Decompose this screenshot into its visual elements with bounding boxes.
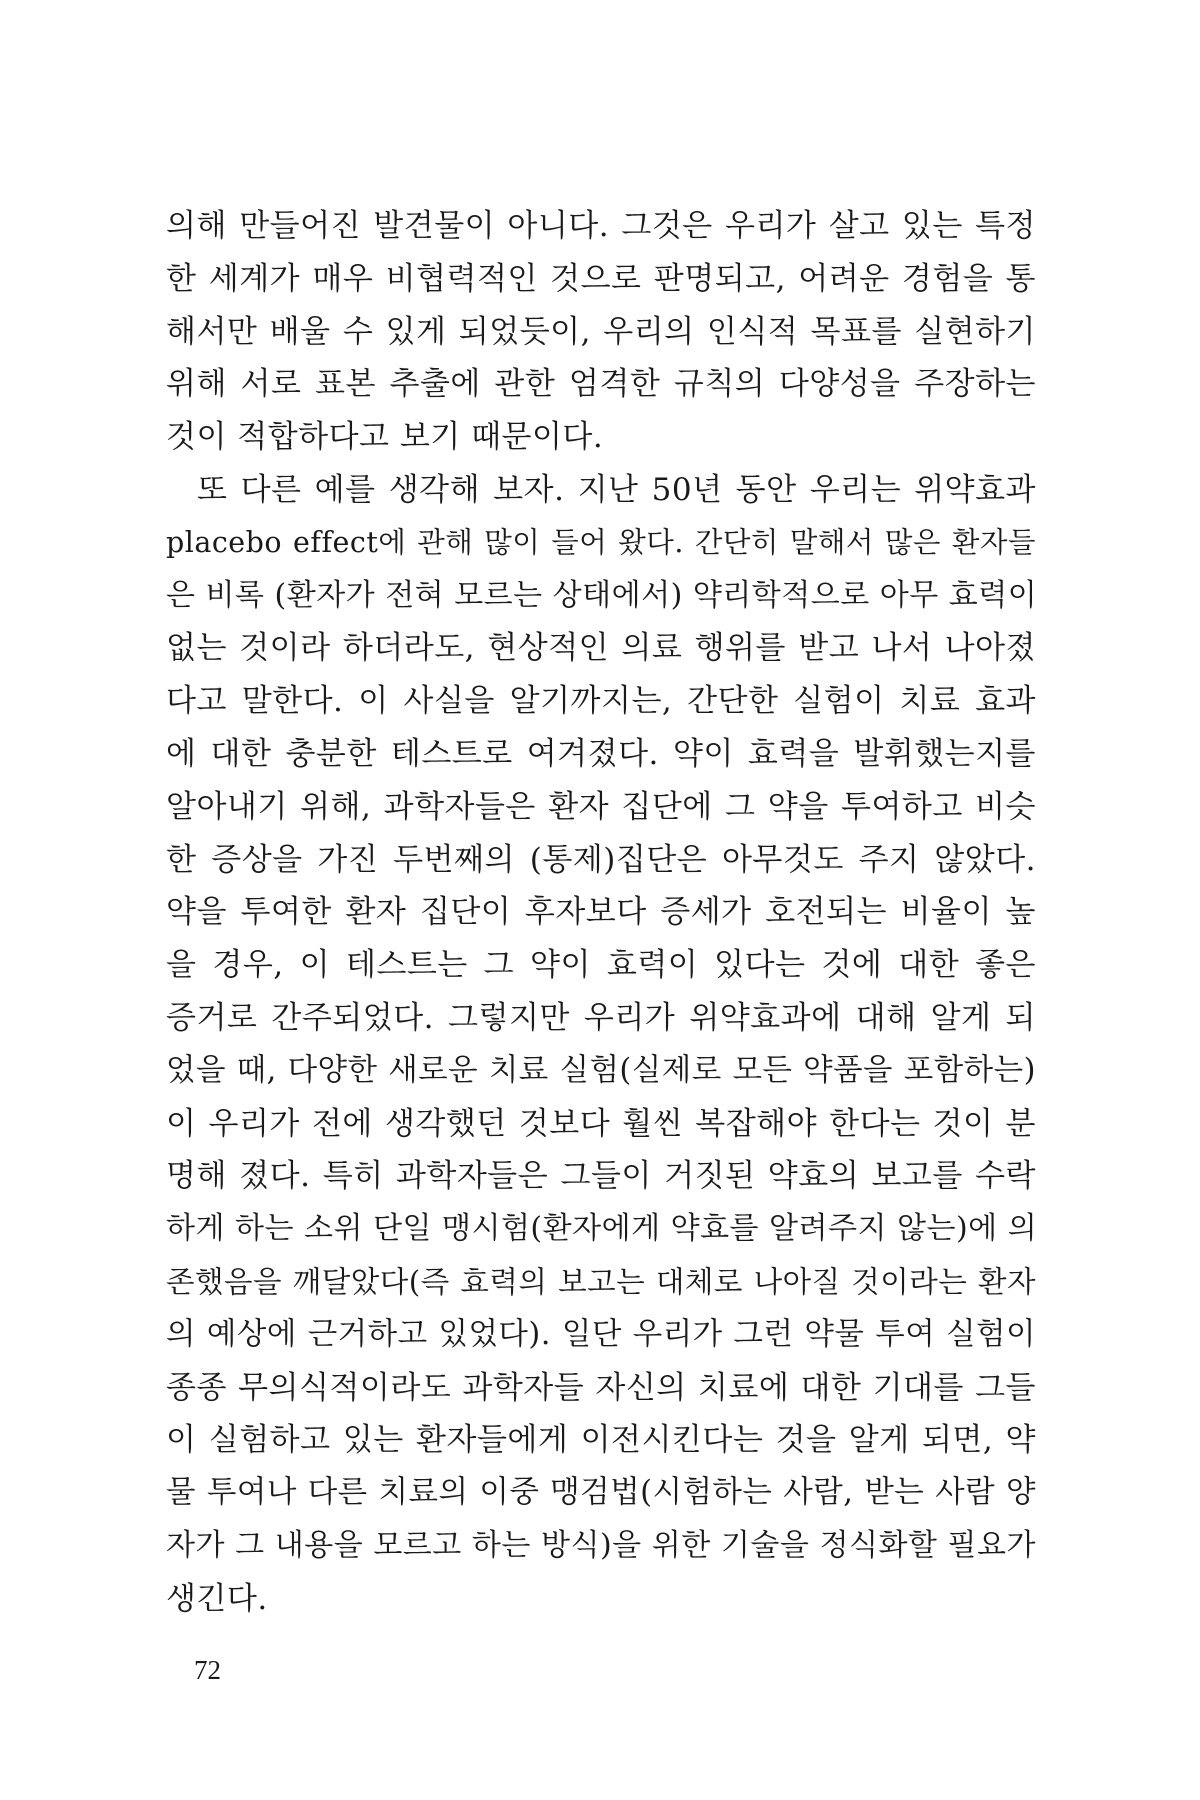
- text-line: 종종 무의식적이라도 과학자들 자신의 치료에 대한 기대를 그들: [166, 1369, 1036, 1406]
- text-line: 위해 서로 표본 추출에 관한 엄격한 규칙의 다양성을 주장하는: [166, 366, 1036, 403]
- text-line: 약을 투여한 환자 집단이 후자보다 증세가 호전되는 비율이 높: [166, 894, 1036, 931]
- text-line: 물 투여나 다른 치료의 이중 맹검법(시험하는 사람, 받는 사람 양: [166, 1475, 1036, 1511]
- text-line: 다고 말한다. 이 사실을 알기까지는, 간단한 실험이 치료 효과: [166, 683, 1036, 720]
- text-line: 한 세계가 매우 비협력적인 것으로 판명되고, 어려운 경험을 통: [166, 260, 1036, 297]
- page-number: 72: [194, 1655, 221, 1685]
- text-line: 에 대한 충분한 테스트로 여겨졌다. 약이 효력을 발휘했는지를: [166, 735, 1036, 772]
- text-line: 자가 그 내용을 모르고 하는 방식)을 위한 기술을 정식화할 필요가: [166, 1527, 1036, 1563]
- text-line: 은 비록 (환자가 전혀 모르는 상태에서) 약리학적으로 아무 효력이: [166, 577, 1038, 613]
- text-line: 알아내기 위해, 과학자들은 환자 집단에 그 약을 투여하고 비슷: [166, 788, 1036, 825]
- body-text: [166, 200, 1036, 1626]
- text-line: 이 우리가 전에 생각했던 것보다 훨씬 복잡해야 한다는 것이 분: [166, 1105, 1036, 1142]
- text-line: 하게 하는 소위 단일 맹시험(환자에게 약효를 알려주지 않는)에 의: [166, 1211, 1038, 1247]
- text-line: 증거로 간주되었다. 그렇지만 우리가 위약효과에 대해 알게 되: [166, 999, 1036, 1036]
- text-line: 었을 때, 다양한 새로운 치료 실험(실제로 모든 약품을 포함하는): [166, 1052, 1036, 1088]
- text-line: 의 예상에 근거하고 있었다). 일단 우리가 그런 약물 투여 실험이: [166, 1316, 1036, 1352]
- text-line: 없는 것이라 하더라도, 현상적인 의료 행위를 받고 나서 나아졌: [166, 630, 1036, 667]
- text-line: 생긴다.: [166, 1580, 268, 1617]
- text-line: placebo effect에 관해 많이 들어 왔다. 간단히 말해서 많은 환자들: [166, 525, 1036, 559]
- text-line: 한 증상을 가진 두번째의 (통제)집단은 아무것도 주지 않았다.: [166, 841, 1036, 878]
- text-line: 의해 만들어진 발견물이 아니다. 그것은 우리가 살고 있는 특정: [166, 208, 1036, 244]
- text-line: 명해 졌다. 특히 과학자들은 그들이 거짓된 약효의 보고를 수락: [166, 1158, 1036, 1195]
- text-line: 것이 적합하다고 보기 때문이다.: [166, 419, 604, 456]
- text-line: 존했음을 깨달았다(즉 효력의 보고는 대체로 나아질 것이라는 환자: [166, 1264, 1036, 1299]
- text-line: 해서만 배울 수 있게 되었듯이, 우리의 인식적 목표를 실현하기: [166, 313, 1036, 350]
- text-line: 또 다른 예를 생각해 보자. 지난 50년 동안 우리는 위약효과: [197, 471, 1036, 508]
- text-line: 을 경우, 이 테스트는 그 약이 효력이 있다는 것에 대한 좋은: [166, 947, 1036, 984]
- text-line: 이 실험하고 있는 환자들에게 이전시킨다는 것을 알게 되면, 약: [166, 1422, 1036, 1459]
